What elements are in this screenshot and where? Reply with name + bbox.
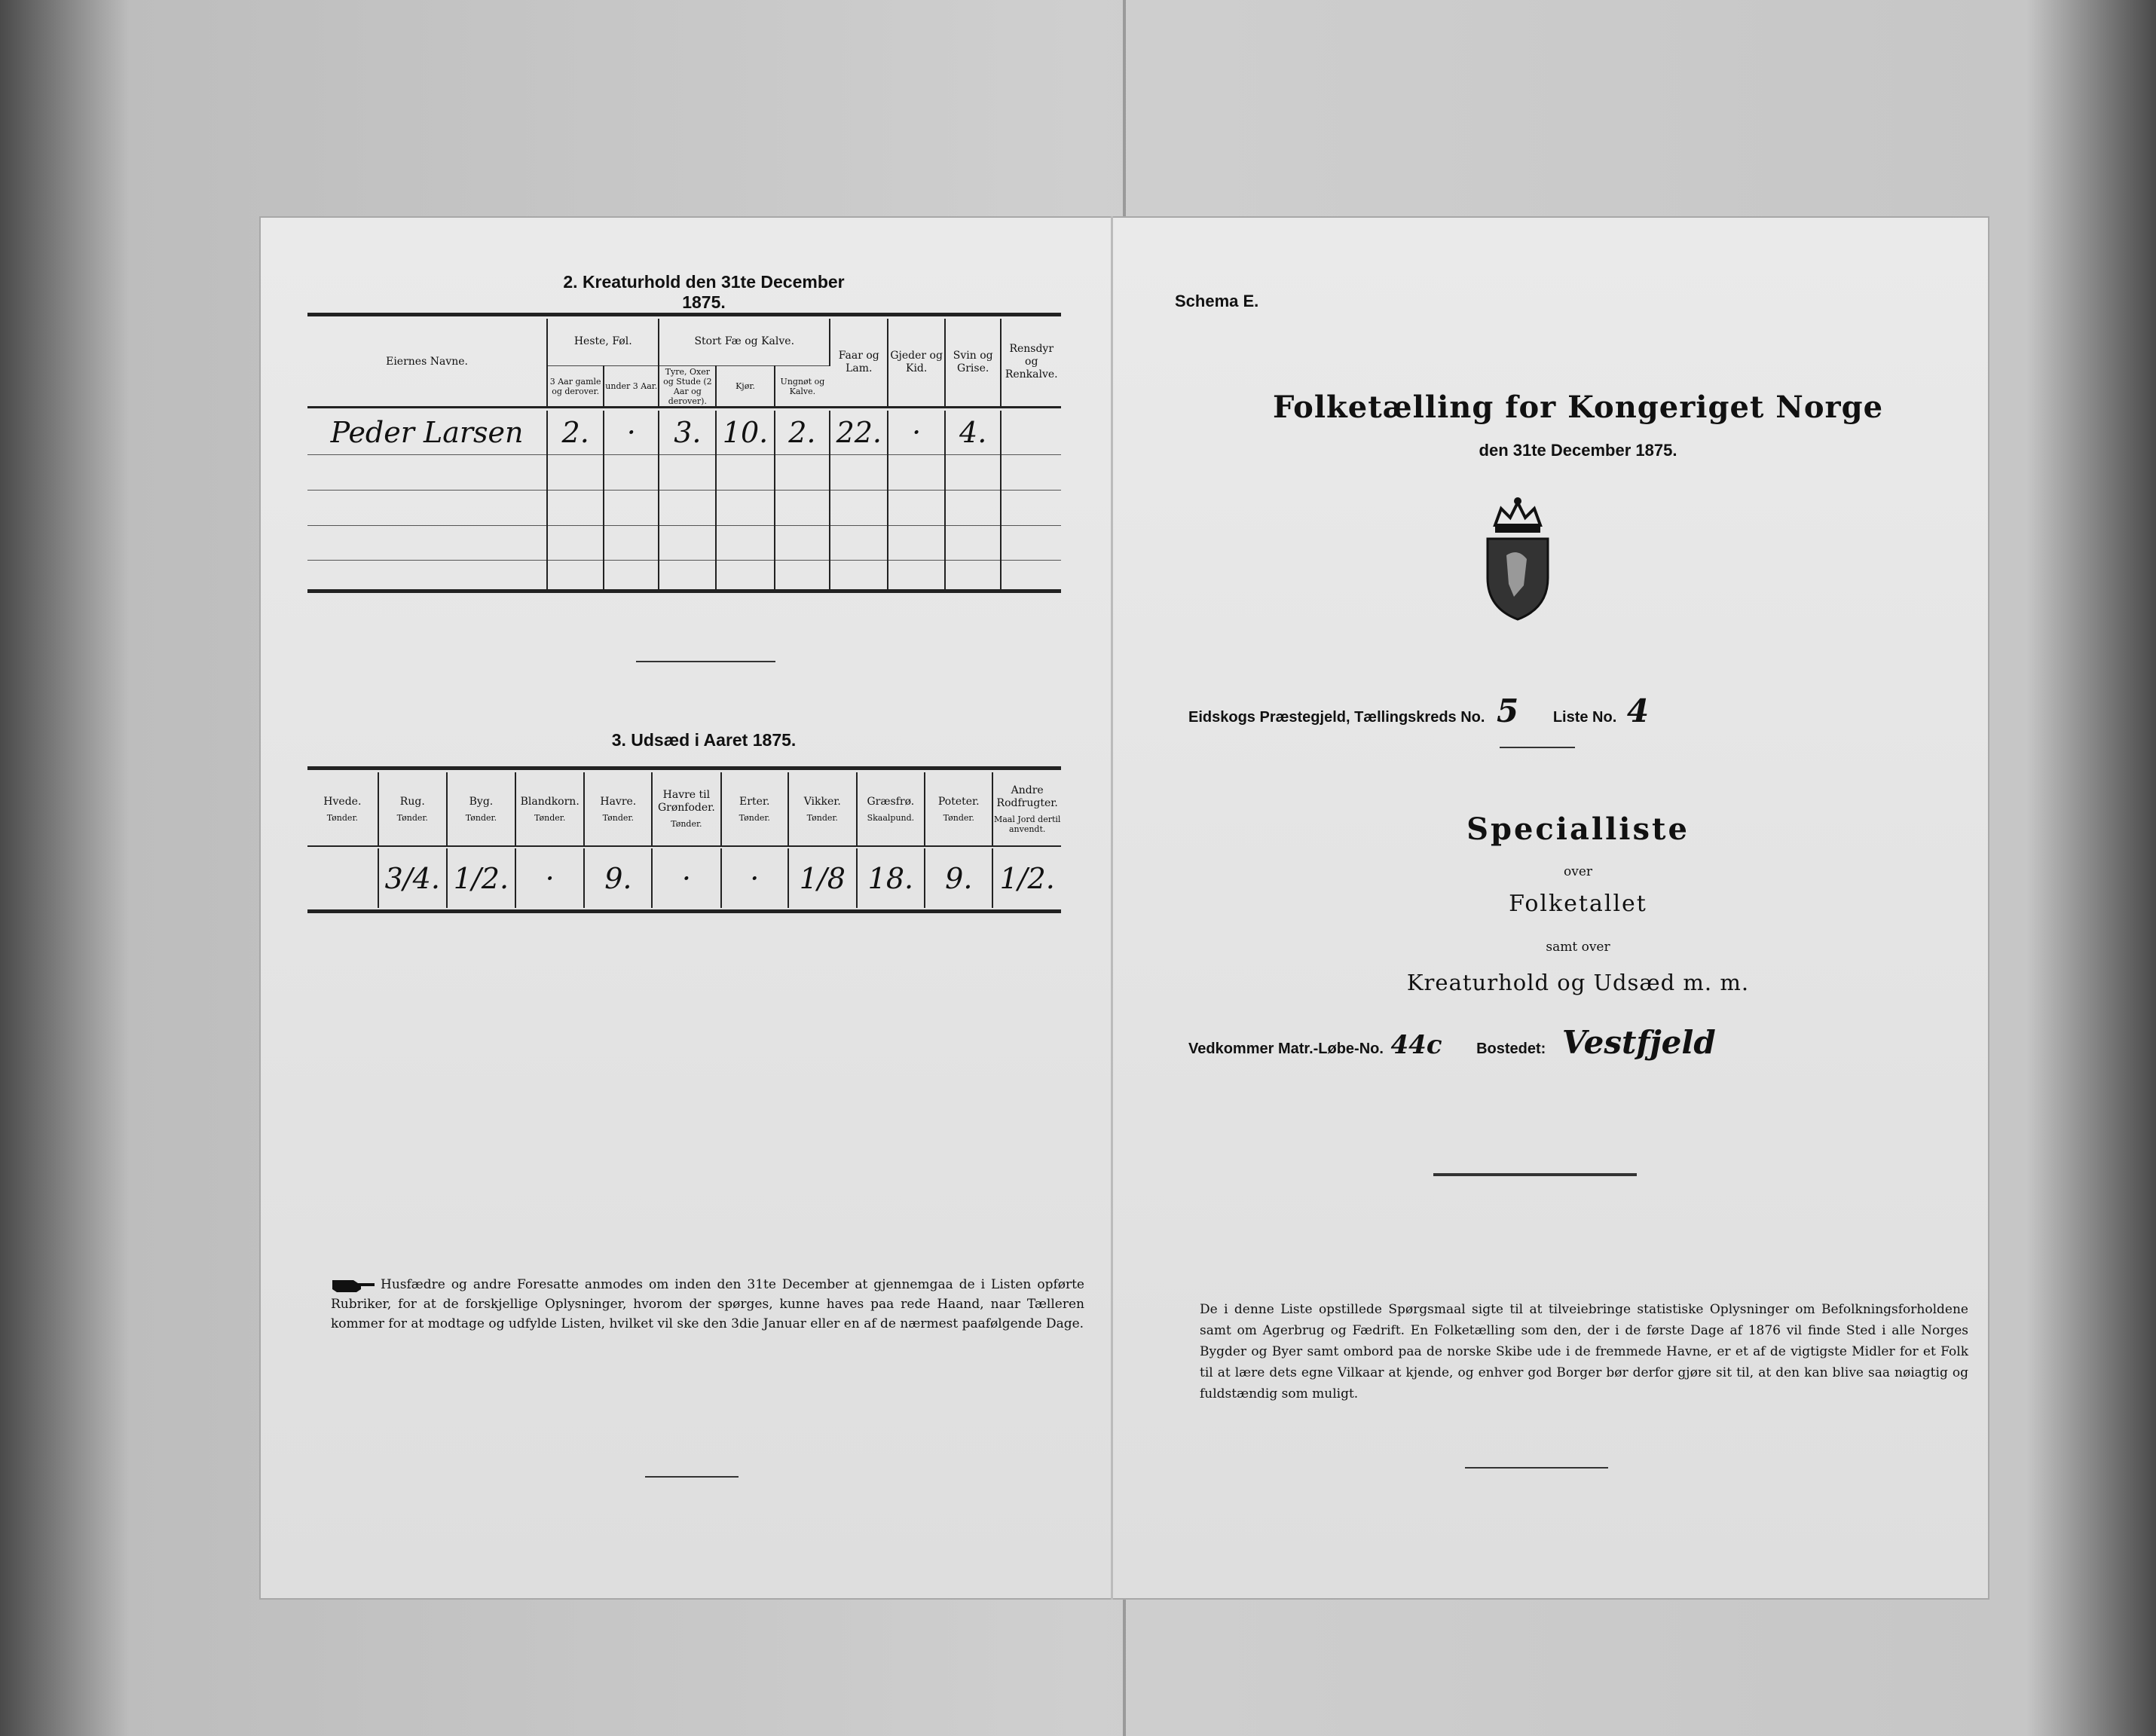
sowing-header-5 bbox=[652, 772, 720, 846]
census-sheet bbox=[259, 216, 1989, 1600]
divider-right-2 bbox=[1433, 1173, 1637, 1176]
bottom-divider-right bbox=[1465, 1467, 1608, 1469]
sowing-value-10: 1/2. bbox=[999, 861, 1055, 895]
sowing-header-4 bbox=[584, 772, 652, 846]
livestock-table bbox=[307, 313, 1061, 593]
sowing-header-9 bbox=[925, 772, 992, 846]
info-paragraph: De i denne Liste opstillede Spørgsmaal sigte til at tilveiebringe statistiske Oplysninger om Befolkningsforholdene samt om Agerbrug og Fædrift. En Folketælling som den, der i de første Dage af 1876 vil finde Sted i alle Norges Bygder og Byer samt ombord paa de norske Skibe ude i de fremmede Havne, er et af de vigtigste Midler for et Folk til at lære dets egne Vilkaar at kjende, og enhver god Borger bør derfor gjøre sit til, at den kan blive saa nøiagtig og fuldstændig som muligt. bbox=[1200, 1302, 1968, 1401]
sowing-header-name: Byg. bbox=[469, 795, 494, 808]
coat-of-arms-icon bbox=[1473, 495, 1563, 623]
sowing-header-unit: Tønder. bbox=[465, 812, 497, 823]
value-cows: 10. bbox=[716, 411, 774, 455]
matr-line: Vedkommer Matr.-Løbe-No. 44c Bostedet: Vestfjeld bbox=[1188, 1024, 1716, 1061]
sowing-table bbox=[307, 766, 1061, 913]
sowing-value-2: 1/2. bbox=[447, 848, 515, 908]
sowing-header-name: Andre Rodfrugter. bbox=[996, 784, 1058, 809]
sowing-header-10 bbox=[992, 772, 1061, 846]
sowing-value-1: 3/4. bbox=[378, 848, 447, 908]
sowing-header-unit: Tønder. bbox=[806, 812, 838, 823]
sowing-value-8: 18. bbox=[857, 848, 925, 908]
sowing-header-unit: Tønder. bbox=[602, 812, 634, 823]
sowing-header-2 bbox=[447, 772, 515, 846]
sowing-header-name: Havre. bbox=[600, 795, 637, 808]
section2-title: 2. Kreaturhold den 31te December 1875. bbox=[563, 272, 845, 312]
sowing-header-unit: Tønder. bbox=[326, 812, 358, 823]
sowing-header-unit: Maal Jord dertil anvendt. bbox=[993, 814, 1061, 834]
census-title: Folketælling for Kongeriget Norge bbox=[1272, 390, 1884, 425]
district-number: 5 bbox=[1497, 692, 1519, 729]
sowing-header-1 bbox=[378, 772, 447, 846]
sowing-value-6: · bbox=[721, 848, 789, 908]
header-reindeer: Rensdyr og Renkalve. bbox=[1005, 343, 1058, 381]
sowing-header-name: Poteter. bbox=[937, 795, 980, 808]
sowing-header-name: Rug. bbox=[399, 795, 425, 808]
header-horses: Heste, Føl. bbox=[547, 319, 659, 366]
header-cows: Kjør. bbox=[716, 366, 774, 408]
over-label: over bbox=[1563, 864, 1593, 879]
sowing-header-0 bbox=[307, 772, 378, 846]
sowing-header-6 bbox=[721, 772, 789, 846]
sowing-header-8 bbox=[857, 772, 925, 846]
value-bulls: 3. bbox=[659, 411, 716, 455]
notice-text: Husfædre og andre Foresatte anmodes om inden den 31te December at gjennemgaa de i Listen opførte Rubriker, for at de forskjellige Oplysninger, hvorom der spørges, kunne haves paa rede Haand, naar Tælleren kommer for at modtage og udfylde Listen, hvilket vil ske den 3die Januar eller en af de nærmest paafølgende Dage. bbox=[331, 1277, 1084, 1331]
sowing-header-unit: Tønder. bbox=[943, 812, 974, 823]
header-horses-young: under 3 Aar. bbox=[604, 366, 659, 408]
pointing-hand-icon bbox=[331, 1277, 376, 1294]
folketallet-label: Folketallet bbox=[1509, 891, 1647, 917]
value-pigs: 4. bbox=[945, 411, 1002, 455]
value-reindeer bbox=[1001, 411, 1061, 455]
sowing-value-5: · bbox=[652, 848, 720, 908]
sowing-header-unit: Tønder. bbox=[534, 812, 566, 823]
header-cattle: Stort Fæ og Kalve. bbox=[659, 319, 830, 366]
value-sheep: 22. bbox=[830, 411, 888, 455]
header-calves: Ungnøt og Kalve. bbox=[775, 366, 830, 408]
header-bulls: Tyre, Oxer og Stude (2 Aar og derover). bbox=[659, 366, 716, 408]
value-calves: 2. bbox=[775, 411, 830, 455]
district-line: Eidskogs Præstegjeld, Tællingskreds No. 5 Liste No. 4 bbox=[1188, 692, 1650, 729]
list-number: 4 bbox=[1626, 692, 1650, 729]
sowing-header-name: Græsfrø. bbox=[867, 795, 915, 808]
sowing-header-7 bbox=[788, 772, 857, 846]
sowing-value-4: 9. bbox=[584, 848, 652, 908]
specialliste-title: Specialliste bbox=[1466, 811, 1690, 847]
kreatur-label: Kreaturhold og Udsæd m. m. bbox=[1406, 970, 1750, 995]
sowing-header-unit: Tønder. bbox=[739, 812, 770, 823]
sowing-header-name: Vikker. bbox=[803, 795, 841, 808]
value-goats: · bbox=[888, 411, 944, 455]
sowing-value-3: · bbox=[515, 848, 584, 908]
section3-title: 3. Udsæd i Aaret 1875. bbox=[611, 730, 797, 750]
divider-rule bbox=[636, 661, 775, 662]
notice-paragraph bbox=[331, 1275, 1084, 1334]
sowing-header-name: Blandkorn. bbox=[520, 795, 580, 808]
header-owner: Eiernes Navne. bbox=[307, 319, 547, 408]
header-sheep: Faar og Lam. bbox=[830, 319, 888, 408]
schema-label: Schema E. bbox=[1175, 292, 1259, 310]
value-horses-young: · bbox=[604, 411, 659, 455]
matr-value: 44c bbox=[1390, 1030, 1442, 1060]
sowing-header-unit: Tønder. bbox=[396, 812, 428, 823]
table-row bbox=[307, 411, 1061, 455]
owner-name: Peder Larsen bbox=[307, 411, 547, 455]
page-fold bbox=[1111, 216, 1113, 1600]
bottom-divider-left bbox=[645, 1476, 739, 1478]
header-goats: Gjeder og Kid. bbox=[888, 319, 944, 408]
sowing-value-9: 9. bbox=[925, 848, 992, 908]
divider-right-1 bbox=[1500, 747, 1575, 748]
samt-over-label: samt over bbox=[1546, 940, 1610, 955]
sowing-header-name: Hvede. bbox=[323, 795, 362, 808]
bosted-value: Vestfjeld bbox=[1561, 1024, 1716, 1061]
value-horses-old: 2. bbox=[547, 411, 604, 455]
sowing-header-unit: Tønder. bbox=[671, 819, 702, 830]
sowing-value-7: 1/8 bbox=[788, 848, 857, 908]
sowing-value-0 bbox=[307, 848, 378, 908]
sowing-header-unit: Skaalpund. bbox=[867, 812, 915, 823]
sowing-header-name: Erter. bbox=[739, 795, 770, 808]
sowing-header-3 bbox=[515, 772, 584, 846]
header-pigs: Svin og Grise. bbox=[945, 319, 1002, 408]
census-date: den 31te December 1875. bbox=[1479, 441, 1677, 460]
header-horses-old: 3 Aar gamle og derover. bbox=[547, 366, 604, 408]
sowing-header-name: Havre til Grønfoder. bbox=[657, 789, 715, 815]
